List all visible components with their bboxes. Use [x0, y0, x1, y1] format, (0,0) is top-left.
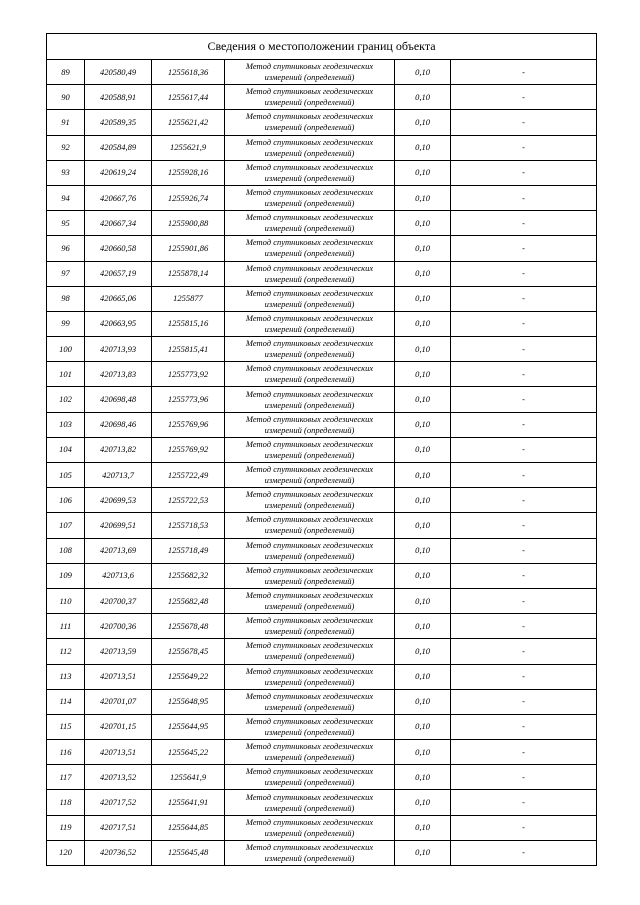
accuracy-cell: 0,10 — [395, 362, 451, 387]
method-line-1: Метод спутниковых геодезических — [245, 212, 374, 223]
method-cell — [225, 639, 395, 664]
coord-y-cell: 1255878,14 — [152, 261, 225, 286]
description-cell: - — [451, 362, 597, 387]
method-cell — [225, 387, 395, 412]
coord-x-cell: 420619,24 — [85, 160, 152, 185]
method-line-1: Метод спутниковых геодезических — [245, 312, 374, 323]
method-cell — [225, 110, 395, 135]
method-line-2: измерений (определений) — [264, 72, 355, 83]
method-cell — [225, 412, 395, 437]
description-cell: - — [451, 185, 597, 210]
method-cell — [225, 437, 395, 462]
method-line-2: измерений (определений) — [264, 726, 355, 737]
description-cell: - — [451, 563, 597, 588]
table-row — [47, 261, 597, 286]
method-cell — [225, 135, 395, 160]
description-cell: - — [451, 790, 597, 815]
method-line-1: Метод спутниковых геодезических — [245, 413, 374, 424]
accuracy-cell: 0,10 — [395, 110, 451, 135]
method-cell — [225, 185, 395, 210]
coord-y-cell: 1255769,96 — [152, 412, 225, 437]
table-row — [47, 639, 597, 664]
description-cell: - — [451, 614, 597, 639]
method-line-1: Метод спутниковых геодезических — [245, 665, 374, 676]
coord-y-cell: 1255900,88 — [152, 211, 225, 236]
accuracy-cell: 0,10 — [395, 790, 451, 815]
method-line-1: Метод спутниковых геодезических — [245, 338, 374, 349]
accuracy-cell: 0,10 — [395, 261, 451, 286]
accuracy-cell: 0,10 — [395, 412, 451, 437]
method-cell — [225, 261, 395, 286]
point-number-cell: 106 — [47, 488, 85, 513]
description-cell: - — [451, 714, 597, 739]
method-cell — [225, 689, 395, 714]
accuracy-cell: 0,10 — [395, 664, 451, 689]
description-cell: - — [451, 664, 597, 689]
method-line-1: Метод спутниковых геодезических — [245, 690, 374, 701]
coord-y-cell: 1255618,36 — [152, 60, 225, 85]
table-row — [47, 714, 597, 739]
coord-x-cell: 420665,06 — [85, 286, 152, 311]
point-number-cell: 91 — [47, 110, 85, 135]
method-line-1: Метод спутниковых геодезических — [245, 615, 374, 626]
point-number-cell: 119 — [47, 815, 85, 840]
method-line-1: Метод спутниковых геодезических — [245, 640, 374, 651]
description-cell: - — [451, 160, 597, 185]
method-line-2: измерений (определений) — [264, 802, 355, 813]
method-line-2: измерений (определений) — [264, 172, 355, 183]
table-row — [47, 60, 597, 85]
method-line-2: измерений (определений) — [264, 399, 355, 410]
coord-x-cell: 420701,07 — [85, 689, 152, 714]
table-row — [47, 815, 597, 840]
coord-x-cell: 420667,34 — [85, 211, 152, 236]
method-line-1: Метод спутниковых геодезических — [245, 287, 374, 298]
description-cell: - — [451, 588, 597, 613]
coord-y-cell: 1255641,9 — [152, 765, 225, 790]
coord-y-cell: 1255682,32 — [152, 563, 225, 588]
method-cell — [225, 85, 395, 110]
table-row — [47, 765, 597, 790]
accuracy-cell: 0,10 — [395, 488, 451, 513]
point-number-cell: 102 — [47, 387, 85, 412]
point-number-cell: 95 — [47, 211, 85, 236]
method-line-2: измерений (определений) — [264, 550, 355, 561]
accuracy-cell: 0,10 — [395, 689, 451, 714]
point-number-cell: 109 — [47, 563, 85, 588]
method-line-2: измерений (определений) — [264, 97, 355, 108]
coord-x-cell: 420713,51 — [85, 740, 152, 765]
coord-x-cell: 420589,35 — [85, 110, 152, 135]
coord-x-cell: 420713,52 — [85, 765, 152, 790]
boundary-table — [46, 33, 597, 866]
coord-y-cell: 1255682,48 — [152, 588, 225, 613]
coord-x-cell: 420667,76 — [85, 185, 152, 210]
accuracy-cell: 0,10 — [395, 286, 451, 311]
table-row — [47, 437, 597, 462]
coord-y-cell: 1255769,92 — [152, 437, 225, 462]
method-cell — [225, 765, 395, 790]
table-row — [47, 211, 597, 236]
description-cell: - — [451, 387, 597, 412]
method-cell — [225, 513, 395, 538]
point-number-cell: 92 — [47, 135, 85, 160]
coord-x-cell: 420713,51 — [85, 664, 152, 689]
coord-x-cell: 420713,6 — [85, 563, 152, 588]
method-cell — [225, 588, 395, 613]
accuracy-cell: 0,10 — [395, 337, 451, 362]
method-cell — [225, 286, 395, 311]
table-row — [47, 412, 597, 437]
table-row — [47, 311, 597, 336]
point-number-cell: 100 — [47, 337, 85, 362]
point-number-cell: 101 — [47, 362, 85, 387]
table-row — [47, 790, 597, 815]
method-cell — [225, 211, 395, 236]
point-number-cell: 111 — [47, 614, 85, 639]
point-number-cell: 89 — [47, 60, 85, 85]
accuracy-cell: 0,10 — [395, 160, 451, 185]
point-number-cell: 118 — [47, 790, 85, 815]
table-row — [47, 488, 597, 513]
coord-x-cell: 420663,95 — [85, 311, 152, 336]
accuracy-cell: 0,10 — [395, 563, 451, 588]
description-cell: - — [451, 286, 597, 311]
point-number-cell: 120 — [47, 840, 85, 865]
description-cell: - — [451, 60, 597, 85]
coord-x-cell: 420713,93 — [85, 337, 152, 362]
accuracy-cell: 0,10 — [395, 311, 451, 336]
method-line-1: Метод спутниковых геодезических — [245, 715, 374, 726]
method-line-2: измерений (определений) — [264, 248, 355, 259]
coord-y-cell: 1255718,49 — [152, 538, 225, 563]
coord-y-cell: 1255644,85 — [152, 815, 225, 840]
coord-y-cell: 1255644,95 — [152, 714, 225, 739]
table-row — [47, 362, 597, 387]
method-cell — [225, 714, 395, 739]
description-cell: - — [451, 689, 597, 714]
description-cell: - — [451, 488, 597, 513]
method-line-1: Метод спутниковых геодезических — [245, 388, 374, 399]
method-line-1: Метод спутниковых геодезических — [245, 438, 374, 449]
method-line-2: измерений (определений) — [264, 323, 355, 334]
method-line-2: измерений (определений) — [264, 223, 355, 234]
description-cell: - — [451, 463, 597, 488]
method-line-2: измерений (определений) — [264, 449, 355, 460]
coord-y-cell: 1255722,49 — [152, 463, 225, 488]
method-line-1: Метод спутниковых геодезических — [245, 111, 374, 122]
coord-y-cell: 1255617,44 — [152, 85, 225, 110]
method-line-2: измерений (определений) — [264, 298, 355, 309]
accuracy-cell: 0,10 — [395, 588, 451, 613]
coord-x-cell: 420698,46 — [85, 412, 152, 437]
accuracy-cell: 0,10 — [395, 765, 451, 790]
method-line-1: Метод спутниковых геодезических — [245, 161, 374, 172]
description-cell: - — [451, 815, 597, 840]
document-page — [46, 33, 596, 866]
method-cell — [225, 538, 395, 563]
table-header-row — [47, 34, 597, 60]
coord-y-cell: 1255901,86 — [152, 236, 225, 261]
method-line-1: Метод спутниковых геодезических — [245, 363, 374, 374]
method-line-2: измерений (определений) — [264, 147, 355, 158]
coord-y-cell: 1255645,22 — [152, 740, 225, 765]
description-cell: - — [451, 437, 597, 462]
coord-x-cell: 420713,7 — [85, 463, 152, 488]
method-line-1: Метод спутниковых геодезических — [245, 187, 374, 198]
coord-y-cell: 1255649,22 — [152, 664, 225, 689]
method-cell — [225, 815, 395, 840]
description-cell: - — [451, 840, 597, 865]
method-cell — [225, 790, 395, 815]
table-row — [47, 840, 597, 865]
method-line-2: измерений (определений) — [264, 424, 355, 435]
description-cell: - — [451, 639, 597, 664]
table-row — [47, 563, 597, 588]
coord-x-cell: 420717,51 — [85, 815, 152, 840]
method-line-1: Метод спутниковых геодезических — [245, 564, 374, 575]
coord-y-cell: 1255645,48 — [152, 840, 225, 865]
accuracy-cell: 0,10 — [395, 211, 451, 236]
accuracy-cell: 0,10 — [395, 740, 451, 765]
method-line-1: Метод спутниковых геодезических — [245, 86, 374, 97]
method-cell — [225, 664, 395, 689]
method-cell — [225, 840, 395, 865]
method-line-2: измерений (определений) — [264, 349, 355, 360]
table-row — [47, 236, 597, 261]
method-line-2: измерений (определений) — [264, 777, 355, 788]
method-line-1: Метод спутниковых геодезических — [245, 262, 374, 273]
method-line-1: Метод спутниковых геодезических — [245, 590, 374, 601]
coord-x-cell: 420588,91 — [85, 85, 152, 110]
description-cell: - — [451, 740, 597, 765]
method-line-2: измерений (определений) — [264, 122, 355, 133]
method-line-2: измерений (определений) — [264, 273, 355, 284]
method-cell — [225, 740, 395, 765]
coord-x-cell: 420584,89 — [85, 135, 152, 160]
method-line-2: измерений (определений) — [264, 475, 355, 486]
description-cell: - — [451, 337, 597, 362]
accuracy-cell: 0,10 — [395, 85, 451, 110]
method-line-2: измерений (определений) — [264, 601, 355, 612]
coord-y-cell: 1255722,53 — [152, 488, 225, 513]
point-number-cell: 108 — [47, 538, 85, 563]
table-row — [47, 664, 597, 689]
table-title: Сведения о местоположении границ объекта — [47, 34, 597, 60]
accuracy-cell: 0,10 — [395, 437, 451, 462]
method-line-1: Метод спутниковых геодезических — [245, 61, 374, 72]
table-row — [47, 588, 597, 613]
description-cell: - — [451, 538, 597, 563]
method-cell — [225, 463, 395, 488]
coord-y-cell: 1255926,74 — [152, 185, 225, 210]
method-line-1: Метод спутниковых геодезических — [245, 539, 374, 550]
point-number-cell: 94 — [47, 185, 85, 210]
coord-y-cell: 1255621,42 — [152, 110, 225, 135]
table-row — [47, 387, 597, 412]
point-number-cell: 96 — [47, 236, 85, 261]
description-cell: - — [451, 135, 597, 160]
description-cell: - — [451, 110, 597, 135]
coord-x-cell: 420660,58 — [85, 236, 152, 261]
method-line-2: измерений (определений) — [264, 827, 355, 838]
table-row — [47, 513, 597, 538]
accuracy-cell: 0,10 — [395, 639, 451, 664]
coord-x-cell: 420713,83 — [85, 362, 152, 387]
coord-y-cell: 1255648,95 — [152, 689, 225, 714]
accuracy-cell: 0,10 — [395, 714, 451, 739]
coord-x-cell: 420701,15 — [85, 714, 152, 739]
coord-y-cell: 1255773,96 — [152, 387, 225, 412]
method-line-2: измерений (определений) — [264, 525, 355, 536]
point-number-cell: 112 — [47, 639, 85, 664]
description-cell: - — [451, 412, 597, 437]
coord-x-cell: 420698,48 — [85, 387, 152, 412]
method-line-2: измерений (определений) — [264, 500, 355, 511]
coord-x-cell: 420699,51 — [85, 513, 152, 538]
coord-y-cell: 1255641,91 — [152, 790, 225, 815]
table-row — [47, 185, 597, 210]
table-row — [47, 689, 597, 714]
method-cell — [225, 614, 395, 639]
point-number-cell: 97 — [47, 261, 85, 286]
table-row — [47, 538, 597, 563]
coord-y-cell: 1255815,16 — [152, 311, 225, 336]
method-cell — [225, 337, 395, 362]
point-number-cell: 113 — [47, 664, 85, 689]
accuracy-cell: 0,10 — [395, 236, 451, 261]
point-number-cell: 93 — [47, 160, 85, 185]
description-cell: - — [451, 765, 597, 790]
method-line-1: Метод спутниковых геодезических — [245, 791, 374, 802]
method-line-1: Метод спутниковых геодезических — [245, 741, 374, 752]
table-row — [47, 337, 597, 362]
point-number-cell: 90 — [47, 85, 85, 110]
coord-y-cell: 1255877 — [152, 286, 225, 311]
point-number-cell: 117 — [47, 765, 85, 790]
coord-y-cell: 1255621,9 — [152, 135, 225, 160]
method-line-2: измерений (определений) — [264, 198, 355, 209]
coord-y-cell: 1255928,16 — [152, 160, 225, 185]
table-row — [47, 110, 597, 135]
method-cell — [225, 60, 395, 85]
coord-y-cell: 1255773,92 — [152, 362, 225, 387]
coord-x-cell: 420713,69 — [85, 538, 152, 563]
description-cell: - — [451, 85, 597, 110]
point-number-cell: 114 — [47, 689, 85, 714]
point-number-cell: 99 — [47, 311, 85, 336]
table-row — [47, 85, 597, 110]
description-cell: - — [451, 513, 597, 538]
method-line-2: измерений (определений) — [264, 575, 355, 586]
coord-x-cell: 420700,37 — [85, 588, 152, 613]
method-line-2: измерений (определений) — [264, 651, 355, 662]
method-line-1: Метод спутниковых геодезических — [245, 464, 374, 475]
point-number-cell: 116 — [47, 740, 85, 765]
point-number-cell: 98 — [47, 286, 85, 311]
table-row — [47, 160, 597, 185]
table-row — [47, 740, 597, 765]
method-cell — [225, 362, 395, 387]
coord-x-cell: 420657,19 — [85, 261, 152, 286]
point-number-cell: 105 — [47, 463, 85, 488]
point-number-cell: 103 — [47, 412, 85, 437]
coord-x-cell: 420700,36 — [85, 614, 152, 639]
method-line-2: измерений (определений) — [264, 752, 355, 763]
point-number-cell: 104 — [47, 437, 85, 462]
coord-y-cell: 1255718,53 — [152, 513, 225, 538]
accuracy-cell: 0,10 — [395, 463, 451, 488]
method-cell — [225, 160, 395, 185]
method-line-1: Метод спутниковых геодезических — [245, 489, 374, 500]
coord-x-cell: 420713,59 — [85, 639, 152, 664]
method-line-2: измерений (определений) — [264, 676, 355, 687]
description-cell: - — [451, 211, 597, 236]
method-line-2: измерений (определений) — [264, 701, 355, 712]
method-line-2: измерений (определений) — [264, 626, 355, 637]
coord-y-cell: 1255815,41 — [152, 337, 225, 362]
method-cell — [225, 488, 395, 513]
accuracy-cell: 0,10 — [395, 185, 451, 210]
coord-y-cell: 1255678,45 — [152, 639, 225, 664]
coord-x-cell: 420717,52 — [85, 790, 152, 815]
table-row — [47, 463, 597, 488]
method-line-1: Метод спутниковых геодезических — [245, 514, 374, 525]
accuracy-cell: 0,10 — [395, 387, 451, 412]
accuracy-cell: 0,10 — [395, 614, 451, 639]
table-row — [47, 614, 597, 639]
coord-x-cell: 420699,53 — [85, 488, 152, 513]
method-line-1: Метод спутниковых геодезических — [245, 136, 374, 147]
method-line-1: Метод спутниковых геодезических — [245, 841, 374, 852]
table-row — [47, 135, 597, 160]
accuracy-cell: 0,10 — [395, 135, 451, 160]
method-cell — [225, 311, 395, 336]
description-cell: - — [451, 236, 597, 261]
coord-x-cell: 420736,52 — [85, 840, 152, 865]
table-row — [47, 286, 597, 311]
accuracy-cell: 0,10 — [395, 840, 451, 865]
method-cell — [225, 236, 395, 261]
accuracy-cell: 0,10 — [395, 815, 451, 840]
coord-y-cell: 1255678,48 — [152, 614, 225, 639]
point-number-cell: 107 — [47, 513, 85, 538]
method-line-2: измерений (определений) — [264, 374, 355, 385]
method-line-1: Метод спутниковых геодезических — [245, 237, 374, 248]
method-line-2: измерений (определений) — [264, 852, 355, 863]
method-cell — [225, 563, 395, 588]
point-number-cell: 110 — [47, 588, 85, 613]
description-cell: - — [451, 261, 597, 286]
coord-x-cell: 420713,82 — [85, 437, 152, 462]
coord-x-cell: 420580,49 — [85, 60, 152, 85]
accuracy-cell: 0,10 — [395, 60, 451, 85]
point-number-cell: 115 — [47, 714, 85, 739]
description-cell: - — [451, 311, 597, 336]
method-line-1: Метод спутниковых геодезических — [245, 816, 374, 827]
method-line-1: Метод спутниковых геодезических — [245, 766, 374, 777]
accuracy-cell: 0,10 — [395, 538, 451, 563]
accuracy-cell: 0,10 — [395, 513, 451, 538]
